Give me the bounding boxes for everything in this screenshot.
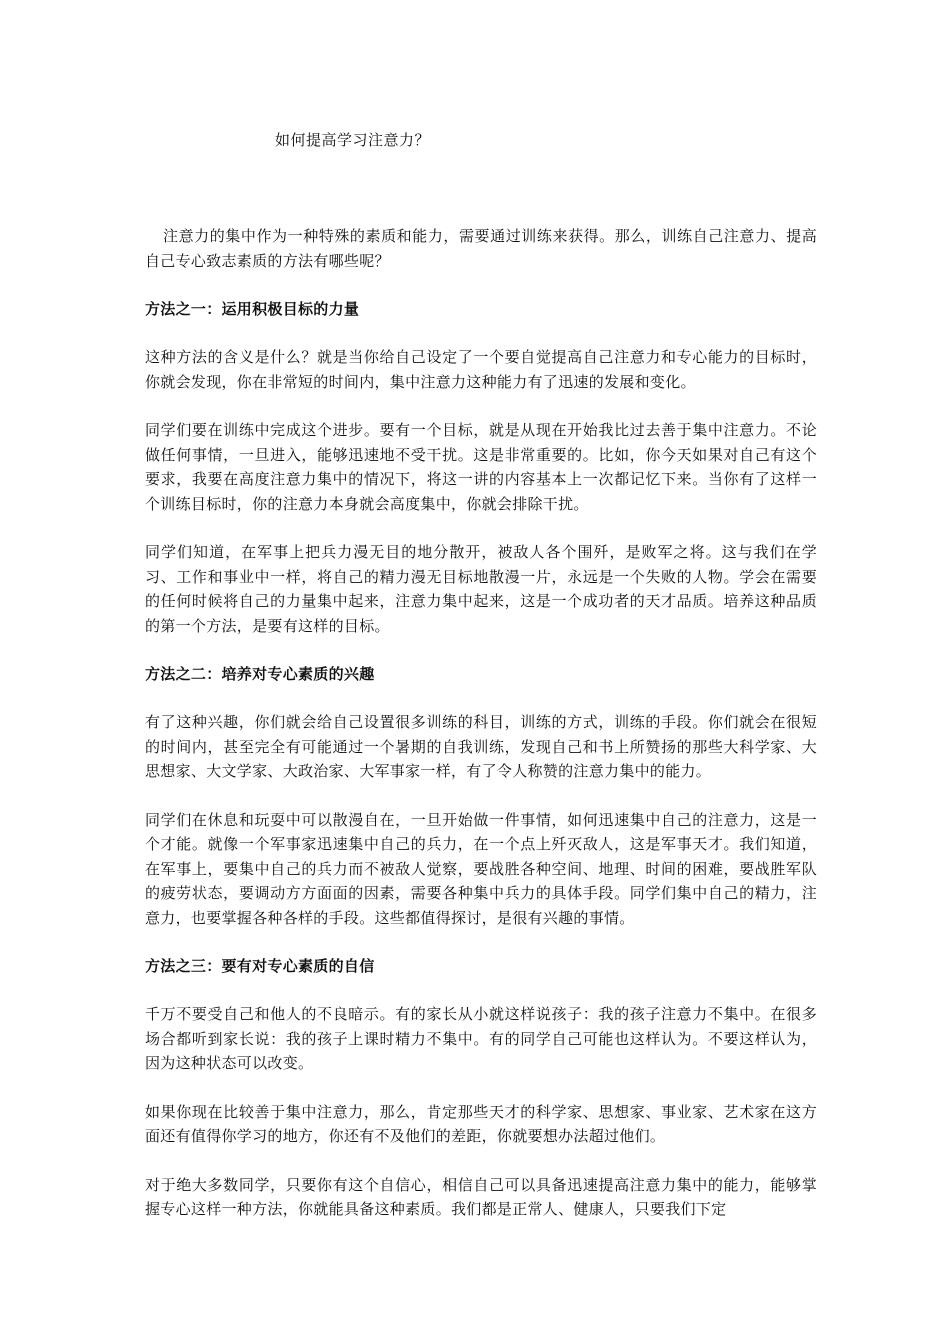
section-1-paragraph-2: 同学们要在训练中完成这个进步。要有一个目标，就是从现在开始我比过去善于集中注意力。不论做任何事情，一旦进入，能够迅速地不受干扰。这是非常重要的。比如，你今天如果对自己有这个要求，我要在高度注意力集中的情况下，将这一讲的内容基本上一次都记忆下来。当你有了这样一个训练目标时，你的注意力本身就会高度集中，你就会排除干扰。 bbox=[145, 421, 817, 513]
section-3-paragraph-2: 如果你现在比较善于集中注意力，那么，肯定那些天才的科学家、思想家、事业家、艺术家在这方面还有值得你学习的地方，你还有不及他们的差距，你就要想办法超过他们。 bbox=[145, 1102, 817, 1145]
section-2-paragraph-1: 有了这种兴趣，你们就会给自己设置很多训练的科目，训练的方式，训练的手段。你们就会在很短的时间内，甚至完全有可能通过一个暑期的自我训练，发现自己和书上所赞扬的那些大科学家、大思想家、大文学家、大政治家、大军事家一样，有了令人称赞的注意力集中的能力。 bbox=[145, 713, 817, 780]
document-page bbox=[145, 128, 817, 1246]
section-3-paragraph-1: 千万不要受自己和他人的不良暗示。有的家长从小就这样说孩子：我的孩子注意力不集中。在很多场合都听到家长说：我的孩子上课时精力不集中。有的同学自己可能也这样认为。不要这样认为，因为这种状态可以改变。 bbox=[145, 1005, 817, 1072]
section-1-paragraph-3: 同学们知道，在军事上把兵力漫无目的地分散开，被敌人各个围歼，是败军之将。这与我们在学习、工作和事业中一样，将自己的精力漫无目标地散漫一片，永远是一个失败的人物。学会在需要的任何时候将自己的力量集中起来，注意力集中起来，这是一个成功者的天才品质。培养这种品质的第一个方法，是要有这样的目标。 bbox=[145, 543, 817, 635]
section-1-paragraph-1: 这种方法的含义是什么？就是当你给自己设定了一个要自觉提高自己注意力和专心能力的目标时，你就会发现，你在非常短的时间内，集中注意力这种能力有了迅速的发展和变化。 bbox=[145, 348, 817, 391]
page-title: 如何提高学习注意力？ bbox=[275, 131, 431, 149]
section-heading-3: 方法之三：要有对专心素质的自信 bbox=[145, 957, 375, 975]
section-heading-1: 方法之一：运用积极目标的力量 bbox=[145, 300, 360, 318]
intro-paragraph: 注意力的集中作为一种特殊的素质和能力，需要通过训练来获得。那么，训练自己注意力、提高自己专心致志素质的方法有哪些呢？ bbox=[145, 227, 817, 270]
section-2-paragraph-2: 同学们在休息和玩耍中可以散漫自在，一旦开始做一件事情，如何迅速集中自己的注意力，这是一个才能。就像一个军事家迅速集中自己的兵力，在一个点上歼灭敌人，这是军事天才。我们知道，在军事上，要集中自己的兵力而不被敌人觉察，要战胜各种空间、地理、时间的困难，要战胜军队的疲劳状态，要调动方方面面的因素，需要各种集中兵力的具体手段。同学们集中自己的精力，注意力，也要掌握各种各样的手段。这些都值得探讨，是很有兴趣的事情。 bbox=[145, 810, 817, 927]
section-heading-2: 方法之二：培养对专心素质的兴趣 bbox=[145, 665, 375, 683]
section-3-paragraph-3: 对于绝大多数同学，只要你有这个自信心，相信自己可以具备迅速提高注意力集中的能力，能够掌握专心这样一种方法，你就能具备这种素质。我们都是正常人、健康人，只要我们下定 bbox=[145, 1175, 817, 1218]
